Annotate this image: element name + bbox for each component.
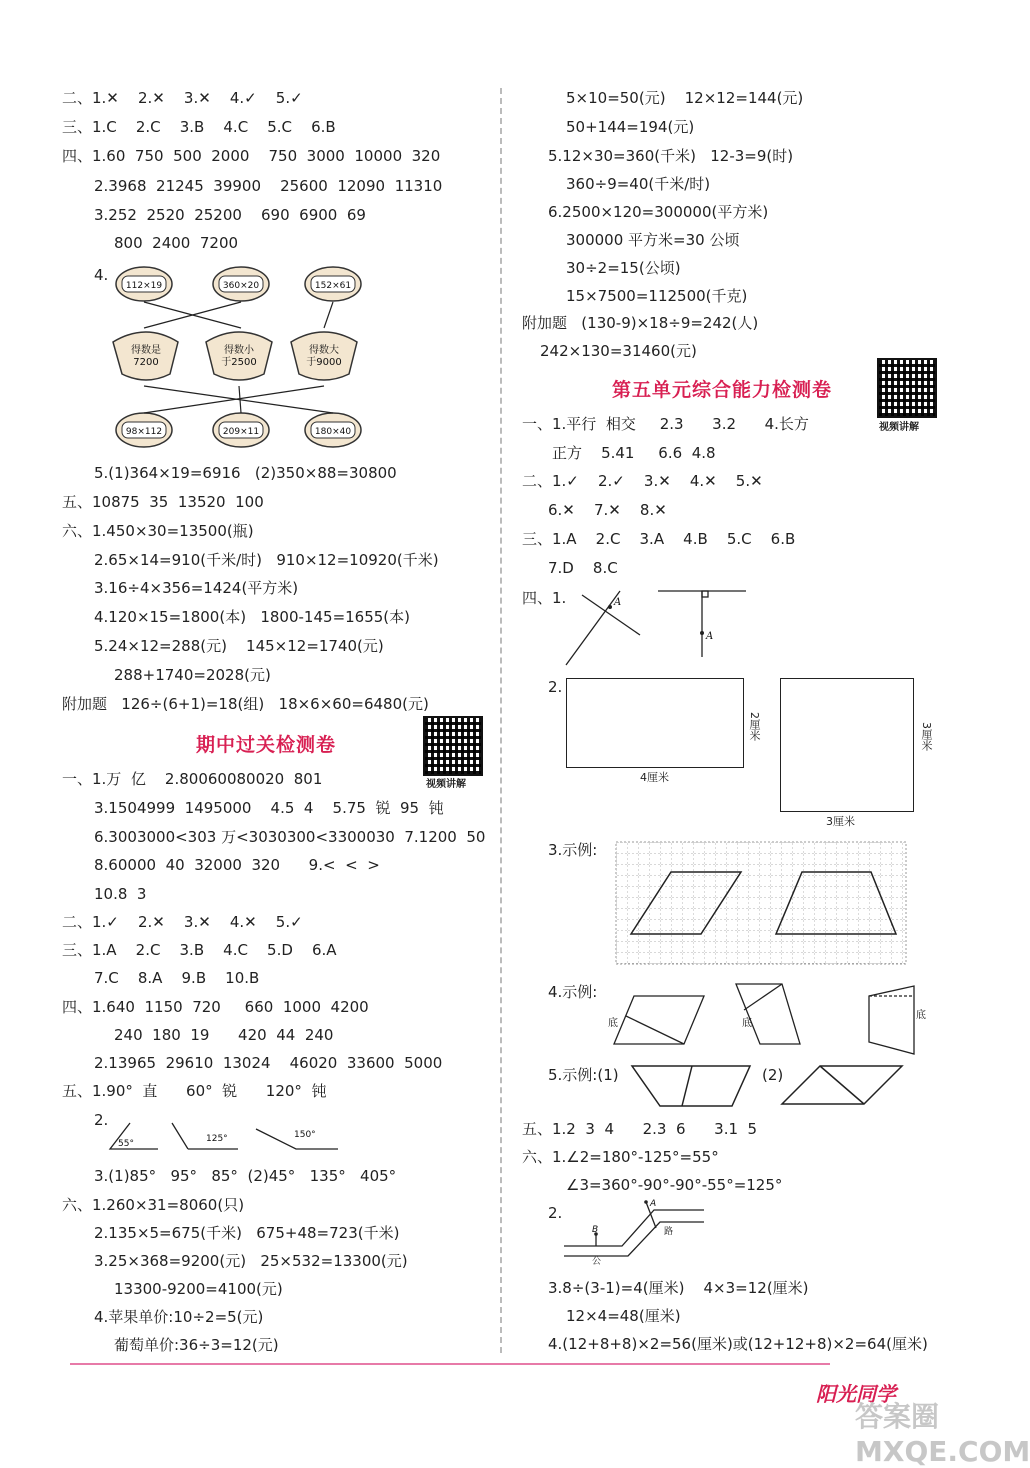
qr-caption: 视频讲解 [879, 422, 919, 433]
m1-q6: 6.3003000<303 万<3030300<3300030 7.1200 50 [94, 828, 486, 846]
point-a-label: A [614, 597, 622, 608]
square-drawing [780, 678, 914, 812]
m2-answers: 二、1.✓ 2.✕ 3.✕ 4.✕ 5.✓ [62, 913, 303, 931]
u4-q5-label: 5.示例:(1) [548, 1066, 619, 1084]
svg-text:得数大于9000 [306, 343, 341, 368]
basket-mid-1 [113, 332, 178, 380]
unit5-title: 第五单元综合能力检测卷 [612, 379, 833, 401]
s3-answers: 三、1.C 2.C 3.B 4.C 5.C 6.B [62, 118, 336, 136]
grid-shapes [616, 842, 906, 964]
column-divider [500, 88, 502, 1353]
midterm-title: 期中过关检测卷 [196, 734, 337, 756]
line [582, 595, 640, 635]
u6-q2-label: 2. [548, 1204, 563, 1222]
base-label: 底 [916, 1010, 926, 1021]
base-label: 底 [742, 1018, 752, 1029]
r-line8: 15×7500=112500(千克) [566, 287, 748, 305]
basket-mid-label: 于9000 [306, 357, 342, 368]
angle-label: 125° [206, 1134, 228, 1144]
r-line1: 5×10=50(元) 12×12=144(元) [566, 89, 804, 107]
height-drawings [604, 982, 924, 1062]
m6-q3b: 13300-9200=4100(元) [114, 1280, 283, 1298]
s6-q1: 六、1.450×30=13500(瓶) [62, 522, 254, 540]
qr-code-icon[interactable] [877, 358, 937, 418]
brand-logo: 阳光同学 [816, 1382, 896, 1406]
u6-q3a: 3.8÷(3-1)=4(厘米) 4×3=12(厘米) [548, 1279, 809, 1297]
basket-top-label: 112×19 [125, 281, 163, 291]
u2-b: 6.✕ 7.✕ 8.✕ [548, 501, 667, 519]
svg-text:得数小于2500 [221, 343, 256, 368]
u3-b: 7.D 8.C [548, 559, 618, 577]
point-b-label: B [592, 1225, 599, 1235]
r-line4: 360÷9=40(千米/时) [566, 175, 711, 193]
basket-mid-label: 得数是 [131, 345, 161, 356]
rect-height-label: 2厘米 [748, 712, 761, 741]
s4-q3b: 800 2400 7200 [114, 234, 239, 252]
u3-a: 三、1.A 2.C 3.A 4.B 5.C 6.B [522, 530, 796, 548]
m3-answers-a: 三、1.A 2.C 3.B 4.C 5.D 6.A [62, 941, 337, 959]
m5-q2-label: 2. [94, 1111, 109, 1129]
basket-bot-label: 98×112 [125, 427, 163, 437]
basket-mid-label: 于2500 [221, 357, 257, 368]
s6-q4: 4.120×15=1800(本) 1800-145=1655(本) [94, 608, 411, 626]
r-bonus-2: 242×130=31460(元) [540, 342, 697, 360]
angle-label: 150° [294, 1130, 316, 1140]
footer-line [70, 1363, 830, 1365]
m3-answers-b: 7.C 8.A 9.B 10.B [94, 969, 260, 987]
basket-bot-label: 180×40 [314, 427, 352, 437]
m4-q2: 2.13965 29610 13024 46020 33600 5000 [94, 1054, 443, 1072]
rectangle-drawing [566, 678, 744, 768]
s6-q5a: 5.24×12=288(元) 145×12=1740(元) [94, 637, 384, 655]
s6-q2: 2.65×14=910(千米/时) 910×12=10920(千米) [94, 551, 439, 569]
r-line3: 5.12×30=360(千米) 12-3=9(时) [548, 147, 794, 165]
m6-q1: 六、1.260×31=8060(只) [62, 1196, 245, 1214]
angle-125 [172, 1123, 238, 1149]
m1-q1: 一、1.万 亿 2.80060080020 801 [62, 770, 323, 788]
u1-b: 正方 5.41 6.6 4.8 [552, 444, 716, 462]
u1-a: 一、1.平行 相交 2.3 3.2 4.长方 [522, 415, 809, 433]
m5-q1: 五、1.90° 直 60° 锐 120° 钝 [62, 1082, 327, 1100]
basket-mid-3 [291, 332, 357, 380]
angle-label: 55° [118, 1139, 134, 1149]
s4-q1: 四、1.60 750 500 2000 750 3000 10000 320 [62, 147, 441, 165]
s2-answers: 二、1.✕ 2.✕ 3.✕ 4.✓ 5.✓ [62, 89, 303, 107]
r-line7: 30÷2=15(公顷) [566, 259, 681, 277]
m4-q1b: 240 180 19 420 44 240 [114, 1026, 334, 1044]
svg-text:得数是7200 [131, 343, 161, 368]
match-line [324, 302, 333, 328]
qr-caption: 视频讲解 [426, 779, 466, 790]
rect-width-label: 4厘米 [640, 771, 669, 784]
m6-q3a: 3.25×368=9200(元) 25×532=13300(元) [94, 1252, 408, 1270]
road-diagram [564, 1198, 704, 1268]
r-bonus: 附加题 (130-9)×18÷9=242(人) [522, 314, 759, 332]
r-line2: 50+144=194(元) [566, 118, 695, 136]
divided-shapes [632, 1064, 942, 1110]
u4-q5-label-2: (2) [762, 1066, 784, 1084]
point-a-label: A [650, 1199, 657, 1209]
u4-q1-label: 四、1. [522, 589, 567, 607]
s6-q5b: 288+1740=2028(元) [114, 666, 271, 684]
u6-q4: 4.(12+8+8)×2=56(厘米)或(12+12+8)×2=64(厘米) [548, 1335, 928, 1353]
basket-matching-diagram [108, 262, 378, 472]
u6-q1b: ∠3=360°-90°-90°-55°=125° [566, 1176, 783, 1194]
base-label: 底 [608, 1018, 618, 1029]
u6-q1a: 六、1.∠2=180°-125°=55° [522, 1148, 719, 1166]
road-label-2: 公 [592, 1257, 602, 1267]
basket-top-label: 152×61 [314, 281, 352, 291]
basket-top-label: 360×20 [222, 281, 260, 291]
m6-q4a: 4.苹果单价:10÷2=5(元) [94, 1308, 264, 1326]
qr-code-icon[interactable] [423, 716, 483, 776]
m1-q8: 8.60000 40 32000 320 9.< < > [94, 856, 380, 874]
m5-q3: 3.(1)85° 95° 85° (2)45° 135° 405° [94, 1167, 397, 1185]
square-side-label: 3厘米 [920, 722, 933, 751]
s4-q3a: 3.252 2520 25200 690 6900 69 [94, 206, 366, 224]
u2-a: 二、1.✓ 2.✓ 3.✕ 4.✕ 5.✕ [522, 472, 763, 490]
m4-q1a: 四、1.640 1150 720 660 1000 4200 [62, 998, 369, 1016]
point-a-label: A [706, 631, 714, 642]
u6-q3b: 12×4=48(厘米) [566, 1307, 681, 1325]
u5-answers: 五、1.2 3 4 2.3 6 3.1 5 [522, 1120, 758, 1138]
r-line5: 6.2500×120=300000(平方米) [548, 203, 769, 221]
s5-answers: 五、10875 35 13520 100 [62, 493, 264, 511]
basket-mid-label: 得数大 [309, 345, 339, 356]
s6-q3: 3.16÷4×356=1424(平方米) [94, 579, 299, 597]
basket-mid-label: 得数小 [224, 345, 254, 356]
perpendicular-drawings [562, 585, 752, 665]
angle-drawings [108, 1115, 348, 1160]
s4-q4-label: 4. [94, 266, 109, 284]
square-bottom-label: 3厘米 [826, 815, 855, 828]
basket-bot-label: 209×11 [222, 427, 260, 437]
s4-q5: 5.(1)364×19=6916 (2)350×88=30800 [94, 464, 397, 482]
m6-q4b: 葡萄单价:36÷3=12(元) [114, 1336, 279, 1354]
road-label: 路 [664, 1227, 674, 1237]
u4-q3-label: 3.示例: [548, 841, 598, 859]
bonus-question: 附加题 126÷(6+1)=18(组) 18×6×60=6480(元) [62, 695, 429, 713]
s4-q2: 2.3968 21245 39900 25600 12090 11310 [94, 177, 443, 195]
basket-mid-label: 7200 [133, 357, 159, 368]
m1-q3: 3.1504999 1495000 4.5 4 5.75 锐 95 钝 [94, 799, 444, 817]
watermark: 答案圈 MXQE.COM [855, 1400, 1030, 1468]
m1-q10: 10.8 3 [94, 885, 147, 903]
basket-mid-2 [206, 332, 272, 380]
r-line6: 300000 平方米=30 公顷 [566, 231, 740, 249]
u4-q2-label: 2. [548, 678, 563, 696]
u4-q4-label: 4.示例: [548, 983, 598, 1001]
m6-q2: 2.135×5=675(千米) 675+48=723(千米) [94, 1224, 400, 1242]
